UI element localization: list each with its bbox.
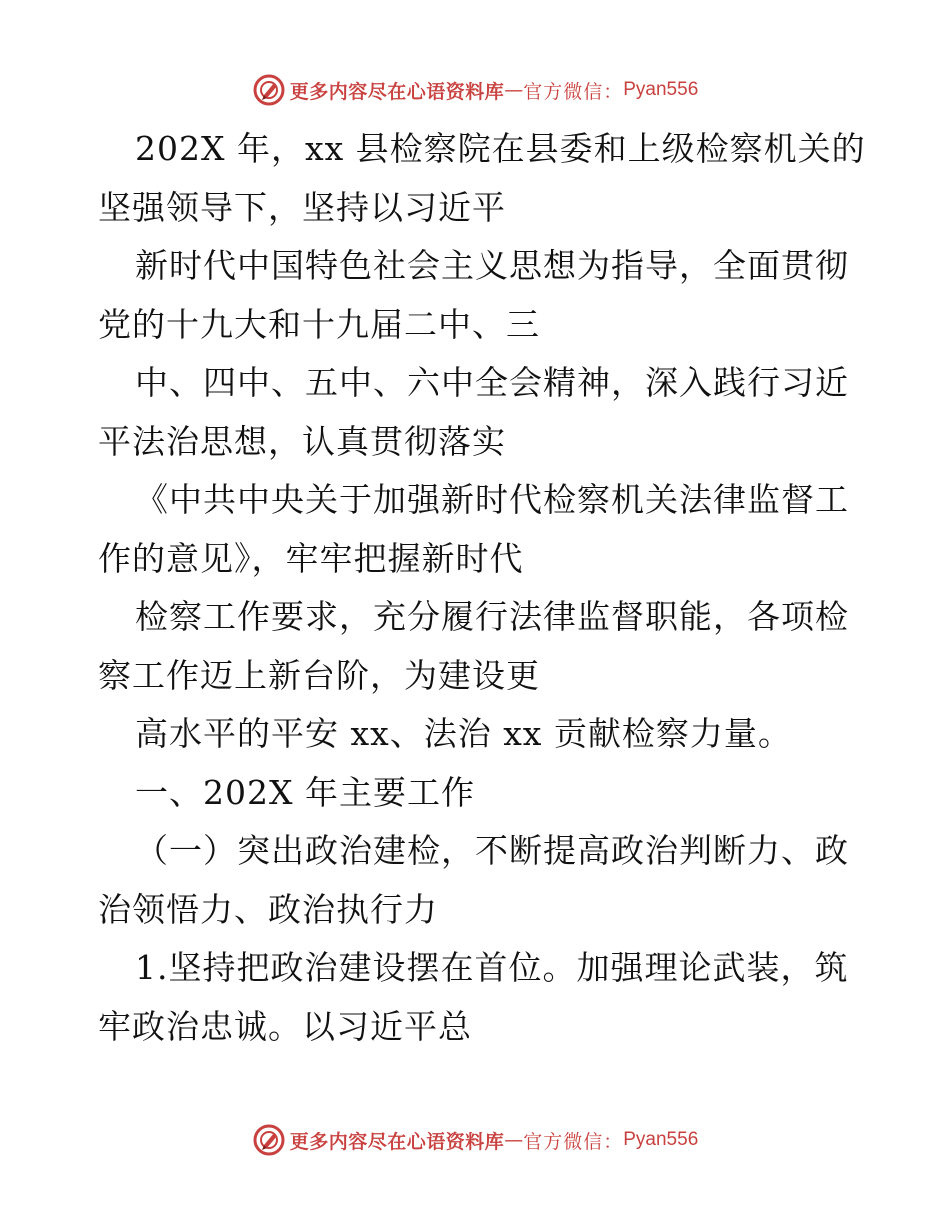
watermark-sub-text: 官方微信： [523, 80, 624, 103]
text-line: 新时代中国特色社会主义思想为指导，全面贯彻 [135, 246, 849, 285]
text-line: 检察工作要求，充分履行法律监督职能，各项检 [135, 597, 849, 636]
text-line: 治领悟力、政治执行力 [98, 889, 438, 929]
watermark-main-text: 更多内容尽在心语资料库 [289, 1130, 505, 1153]
watermark-main-text: 更多内容尽在心语资料库 [289, 80, 505, 103]
text-line: 中、四中、五中、六中全会精神，深入践行习近 [135, 363, 849, 402]
pen-logo-icon [252, 73, 286, 107]
header-watermark [0, 70, 950, 110]
text-line: 平法治思想，认真贯彻落实 [98, 421, 506, 461]
text-line: 《中共中央关于加强新时代检察机关法律监督工 [135, 480, 849, 519]
text-line: 作的意见》，牢牢把握新时代 [98, 538, 524, 578]
text-line: 高水平的平安 xx、法治 xx 贡献检察力量。 [135, 714, 792, 753]
text-line: 党的十九大和十九届二中、三 [98, 304, 540, 344]
section-heading: 一、202X 年主要工作 [135, 772, 475, 812]
subsection-heading: （一）突出政治建检，不断提高政治判断力、政 [135, 831, 849, 870]
text-line: 202X 年，xx 县检察院在县委和上级检察机关的 [135, 129, 866, 168]
watermark-dash: — [504, 1129, 524, 1151]
text-line: 察工作迈上新台阶，为建设更 [98, 655, 540, 695]
document-body [98, 120, 866, 1056]
text-line: 1.坚持把政治建设摆在首位。加强理论武装，筑 [135, 948, 849, 987]
watermark-id: Pyan556 [623, 79, 699, 100]
watermark-sub-text: 官方微信： [523, 1130, 624, 1153]
pen-logo-icon [252, 1123, 286, 1157]
watermark-dash: — [504, 79, 524, 101]
text-line: 坚强领导下，坚持以习近平 [98, 187, 506, 227]
footer-watermark [0, 1120, 950, 1160]
watermark-id: Pyan556 [623, 1129, 699, 1150]
text-line: 牢政治忠诚。以习近平总 [98, 1006, 472, 1046]
